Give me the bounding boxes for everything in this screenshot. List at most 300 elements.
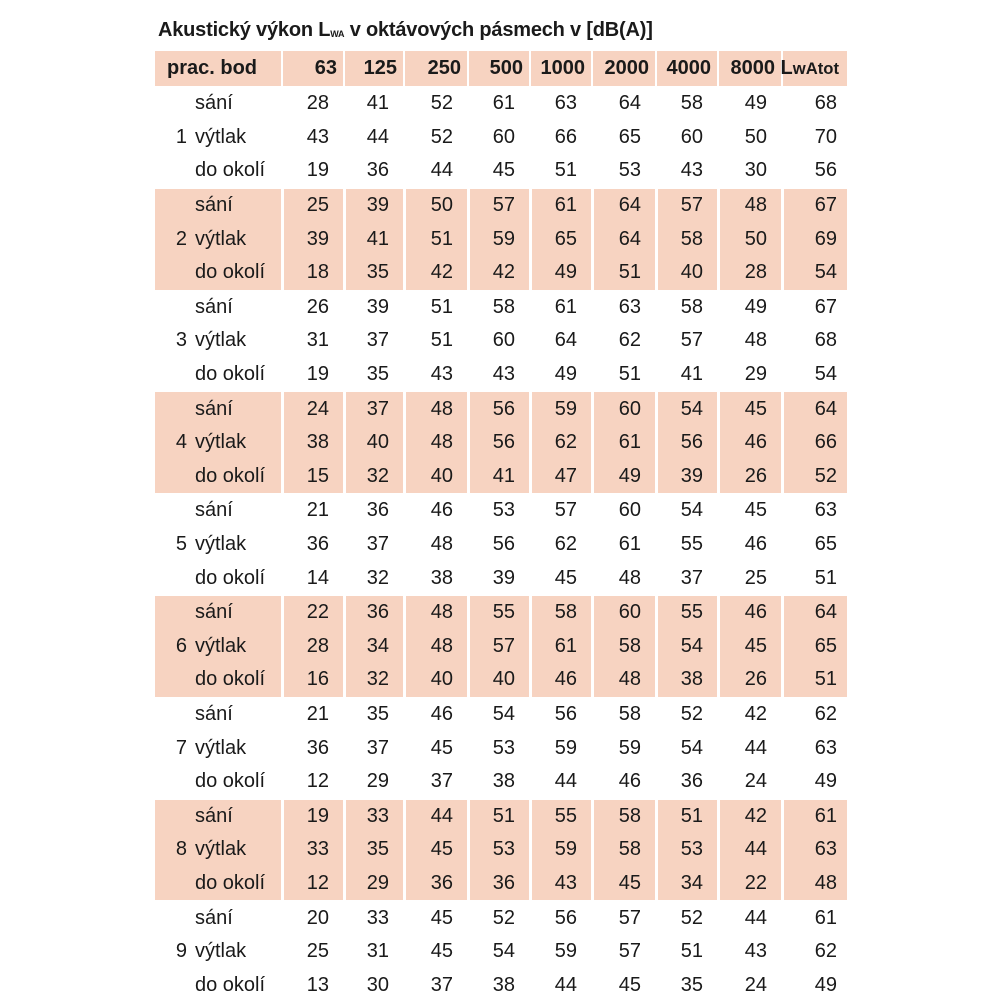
table-cell: 19 (306, 804, 329, 827)
operating-point-group-2 (155, 189, 847, 290)
table-cell: 63 (618, 295, 641, 318)
table-cell: 58 (618, 703, 641, 726)
table-cell: 67 (814, 194, 837, 217)
table-cell: 44 (744, 838, 767, 861)
header-band-8000: 8000 (719, 51, 781, 86)
operating-point-number: 3 (175, 329, 187, 352)
table-cell: 35 (366, 838, 389, 861)
operating-point-group-8 (155, 800, 847, 901)
table-cell: 63 (554, 92, 577, 115)
table-cell: 39 (492, 566, 515, 589)
table-cell: 39 (306, 227, 329, 250)
table-cell: 62 (554, 533, 577, 556)
operating-point-group-3 (155, 291, 847, 392)
table-cell: 54 (680, 397, 703, 420)
table-cell: 49 (554, 363, 577, 386)
table-cell: 60 (492, 125, 515, 148)
table-cell: 25 (744, 566, 767, 589)
table-cell: 37 (680, 566, 703, 589)
table-cell: 44 (554, 973, 577, 996)
table-cell: 46 (744, 533, 767, 556)
table-cell: 38 (680, 668, 703, 691)
table-cell: 58 (680, 295, 703, 318)
table-cell: 48 (744, 329, 767, 352)
table-cell: 61 (618, 431, 641, 454)
header-total-main: L (780, 57, 793, 79)
row-label: do okolí (195, 261, 266, 284)
table-cell: 60 (618, 499, 641, 522)
table-cell: 28 (744, 261, 767, 284)
table-cell: 36 (430, 872, 453, 895)
table-cell: 58 (492, 295, 515, 318)
table-cell: 21 (306, 499, 329, 522)
table-cell: 42 (744, 804, 767, 827)
header-band-1000: 1000 (531, 51, 591, 86)
table-cell: 64 (814, 397, 837, 420)
table-cell: 58 (680, 92, 703, 115)
table-cell: 65 (618, 125, 641, 148)
operating-point-number: 6 (175, 634, 187, 657)
table-cell: 28 (306, 92, 329, 115)
table-cell: 48 (430, 601, 453, 624)
table-cell: 24 (306, 397, 329, 420)
table-cell: 32 (366, 668, 389, 691)
table-cell: 50 (744, 227, 767, 250)
table-cell: 43 (306, 125, 329, 148)
operating-point-group-1 (155, 87, 847, 188)
table-cell: 59 (554, 397, 577, 420)
table-cell: 43 (492, 363, 515, 386)
header-band-250: 250 (405, 51, 467, 86)
table-cell: 21 (306, 703, 329, 726)
table-cell: 48 (618, 668, 641, 691)
table-cell: 68 (814, 329, 837, 352)
table-cell: 56 (814, 159, 837, 182)
table-cell: 36 (366, 601, 389, 624)
table-cell: 57 (492, 634, 515, 657)
operating-point-number: 7 (175, 736, 187, 759)
table-cell: 49 (554, 261, 577, 284)
table-cell: 56 (492, 431, 515, 454)
table-cell: 61 (554, 295, 577, 318)
table-cell: 36 (306, 533, 329, 556)
table-cell: 24 (744, 973, 767, 996)
row-label: výtlak (195, 227, 247, 250)
table-cell: 38 (306, 431, 329, 454)
table-cell: 46 (554, 668, 577, 691)
table-cell: 46 (744, 431, 767, 454)
table-cell: 65 (554, 227, 577, 250)
table-cell: 44 (554, 770, 577, 793)
table-cell: 57 (492, 194, 515, 217)
table-cell: 51 (680, 804, 703, 827)
header-band-2000: 2000 (593, 51, 655, 86)
row-label: výtlak (195, 634, 247, 657)
table-cell: 54 (492, 940, 515, 963)
table-cell: 44 (430, 804, 453, 827)
table-cell: 37 (366, 329, 389, 352)
row-label: sání (195, 499, 233, 522)
table-cell: 36 (306, 736, 329, 759)
table-cell: 70 (814, 125, 837, 148)
table-cell: 42 (430, 261, 453, 284)
table-cell: 64 (814, 601, 837, 624)
table-cell: 45 (492, 159, 515, 182)
table-cell: 64 (554, 329, 577, 352)
table-cell: 36 (366, 159, 389, 182)
table-cell: 57 (680, 194, 703, 217)
table-cell: 35 (366, 363, 389, 386)
table-cell: 57 (618, 906, 641, 929)
table-cell: 44 (366, 125, 389, 148)
table-cell: 45 (744, 499, 767, 522)
table-cell: 39 (366, 295, 389, 318)
table-cell: 28 (306, 634, 329, 657)
table-cell: 53 (492, 499, 515, 522)
table-cell: 49 (618, 464, 641, 487)
table-cell: 54 (492, 703, 515, 726)
table-cell: 43 (680, 159, 703, 182)
row-label: do okolí (195, 668, 266, 691)
table-cell: 64 (618, 92, 641, 115)
table-cell: 41 (680, 363, 703, 386)
row-label: výtlak (195, 736, 247, 759)
table-cell: 52 (814, 464, 837, 487)
operating-point-number: 9 (175, 940, 187, 963)
table-cell: 47 (554, 464, 577, 487)
table-cell: 48 (430, 431, 453, 454)
table-cell: 36 (366, 499, 389, 522)
table-cell: 40 (492, 668, 515, 691)
table-title: Akustický výkon $L_{WA}$ v oktávových pásmech v [dB(A)] (158, 19, 653, 41)
table-cell: 51 (430, 329, 453, 352)
header-total (780, 51, 847, 86)
table-cell: 26 (744, 668, 767, 691)
acoustic-power-table (155, 51, 847, 1002)
table-cell: 36 (492, 872, 515, 895)
table-cell: 51 (680, 940, 703, 963)
row-label: výtlak (195, 329, 247, 352)
table-cell: 56 (554, 703, 577, 726)
table-cell: 45 (618, 973, 641, 996)
table-cell: 32 (366, 566, 389, 589)
operating-point-group-7 (155, 698, 847, 799)
title-subscript: WA (330, 29, 345, 39)
table-cell: 19 (306, 363, 329, 386)
table-cell: 61 (814, 906, 837, 929)
header-band-125: 125 (345, 51, 403, 86)
table-cell: 58 (680, 227, 703, 250)
table-cell: 38 (430, 566, 453, 589)
table-cell: 38 (492, 770, 515, 793)
table-cell: 12 (306, 872, 329, 895)
table-cell: 41 (366, 227, 389, 250)
operating-point-number: 2 (175, 227, 187, 250)
row-label: do okolí (195, 159, 266, 182)
header-point: prac. bod (155, 51, 281, 86)
table-cell: 62 (554, 431, 577, 454)
table-cell: 54 (680, 736, 703, 759)
table-cell: 59 (554, 940, 577, 963)
table-cell: 46 (744, 601, 767, 624)
operating-point-group-4 (155, 392, 847, 493)
row-label: sání (195, 601, 233, 624)
table-cell: 43 (430, 363, 453, 386)
table-cell: 59 (554, 838, 577, 861)
table-cell: 54 (814, 261, 837, 284)
row-label: výtlak (195, 940, 247, 963)
table-cell: 52 (430, 92, 453, 115)
table-cell: 14 (306, 566, 329, 589)
table-cell: 49 (814, 973, 837, 996)
table-cell: 56 (680, 431, 703, 454)
table-cell: 52 (492, 906, 515, 929)
table-cell: 62 (814, 940, 837, 963)
table-cell: 60 (680, 125, 703, 148)
table-cell: 53 (492, 736, 515, 759)
table-cell: 52 (680, 703, 703, 726)
table-cell: 61 (814, 804, 837, 827)
table-cell: 29 (744, 363, 767, 386)
row-label: výtlak (195, 533, 247, 556)
table-cell: 44 (744, 736, 767, 759)
table-cell: 35 (366, 261, 389, 284)
table-cell: 48 (744, 194, 767, 217)
table-cell: 65 (814, 533, 837, 556)
table-cell: 50 (430, 194, 453, 217)
table-cell: 48 (814, 872, 837, 895)
table-cell: 33 (366, 804, 389, 827)
table-cell: 56 (554, 906, 577, 929)
table-cell: 42 (744, 703, 767, 726)
table-cell: 61 (618, 533, 641, 556)
table-cell: 69 (814, 227, 837, 250)
table-cell: 45 (430, 736, 453, 759)
table-cell: 48 (430, 533, 453, 556)
table-cell: 37 (430, 973, 453, 996)
table-cell: 64 (618, 227, 641, 250)
table-cell: 31 (306, 329, 329, 352)
table-cell: 20 (306, 906, 329, 929)
table-cell: 56 (492, 397, 515, 420)
table-cell: 30 (744, 159, 767, 182)
table-cell: 25 (306, 194, 329, 217)
row-label: sání (195, 397, 233, 420)
table-cell: 62 (814, 703, 837, 726)
row-label: sání (195, 804, 233, 827)
table-cell: 43 (554, 872, 577, 895)
table-cell: 63 (814, 499, 837, 522)
table-header-row (155, 51, 847, 86)
table-cell: 41 (366, 92, 389, 115)
table-cell: 53 (492, 838, 515, 861)
table-cell: 51 (554, 159, 577, 182)
table-cell: 42 (492, 261, 515, 284)
table-cell: 45 (618, 872, 641, 895)
table-cell: 13 (306, 973, 329, 996)
operating-point-number: 8 (175, 838, 187, 861)
row-label: sání (195, 295, 233, 318)
table-cell: 52 (430, 125, 453, 148)
row-label: do okolí (195, 464, 266, 487)
table-cell: 40 (430, 668, 453, 691)
row-label: sání (195, 906, 233, 929)
table-cell: 44 (430, 159, 453, 182)
table-cell: 50 (744, 125, 767, 148)
row-label: výtlak (195, 838, 247, 861)
table-cell: 55 (680, 533, 703, 556)
table-cell: 44 (744, 906, 767, 929)
table-cell: 24 (744, 770, 767, 793)
table-cell: 16 (306, 668, 329, 691)
table-cell: 39 (366, 194, 389, 217)
table-cell: 51 (430, 227, 453, 250)
table-cell: 65 (814, 634, 837, 657)
table-cell: 49 (744, 92, 767, 115)
table-cell: 40 (430, 464, 453, 487)
operating-point-number: 1 (175, 125, 187, 148)
table-cell: 26 (306, 295, 329, 318)
table-cell: 51 (814, 668, 837, 691)
table-cell: 38 (492, 973, 515, 996)
table-cell: 35 (366, 703, 389, 726)
table-cell: 39 (680, 464, 703, 487)
table-cell: 48 (618, 566, 641, 589)
table-cell: 53 (618, 159, 641, 182)
table-cell: 31 (366, 940, 389, 963)
header-band-4000: 4000 (657, 51, 717, 86)
table-cell: 61 (492, 92, 515, 115)
table-cell: 37 (430, 770, 453, 793)
table-cell: 63 (814, 736, 837, 759)
row-label: sání (195, 703, 233, 726)
operating-point-number: 4 (175, 431, 187, 454)
table-cell: 37 (366, 736, 389, 759)
table-cell: 61 (554, 634, 577, 657)
table-cell: 58 (618, 804, 641, 827)
operating-point-group-9 (155, 901, 847, 1002)
table-cell: 29 (366, 770, 389, 793)
table-cell: 61 (554, 194, 577, 217)
table-cell: 59 (492, 227, 515, 250)
table-cell: 45 (430, 940, 453, 963)
row-label: výtlak (195, 431, 247, 454)
table-cell: 34 (366, 634, 389, 657)
table-cell: 51 (430, 295, 453, 318)
row-label: do okolí (195, 566, 266, 589)
table-cell: 60 (618, 601, 641, 624)
table-cell: 46 (430, 499, 453, 522)
operating-point-group-6 (155, 596, 847, 697)
table-cell: 25 (306, 940, 329, 963)
table-cell: 33 (306, 838, 329, 861)
table-cell: 46 (618, 770, 641, 793)
table-cell: 55 (680, 601, 703, 624)
row-label: sání (195, 194, 233, 217)
table-cell: 51 (492, 804, 515, 827)
table-cell: 26 (744, 464, 767, 487)
table-cell: 37 (366, 533, 389, 556)
table-cell: 18 (306, 261, 329, 284)
table-cell: 63 (814, 838, 837, 861)
operating-point-group-5 (155, 494, 847, 595)
table-cell: 55 (492, 601, 515, 624)
table-cell: 22 (744, 872, 767, 895)
table-cell: 54 (680, 499, 703, 522)
table-cell: 48 (430, 634, 453, 657)
table-cell: 67 (814, 295, 837, 318)
table-cell: 64 (618, 194, 641, 217)
table-cell: 57 (618, 940, 641, 963)
table-cell: 68 (814, 92, 837, 115)
table-cell: 33 (366, 906, 389, 929)
table-cell: 40 (366, 431, 389, 454)
table-cell: 59 (618, 736, 641, 759)
row-label: do okolí (195, 363, 266, 386)
table-cell: 58 (618, 838, 641, 861)
table-cell: 66 (554, 125, 577, 148)
row-label: sání (195, 92, 233, 115)
header-total-sub: wAtot (792, 58, 839, 78)
table-cell: 40 (680, 261, 703, 284)
table-cell: 60 (618, 397, 641, 420)
table-cell: 45 (744, 634, 767, 657)
table-cell: 55 (554, 804, 577, 827)
table-cell: 58 (618, 634, 641, 657)
table-cell: 51 (618, 363, 641, 386)
operating-point-number: 5 (175, 533, 187, 556)
table-cell: 43 (744, 940, 767, 963)
table-cell: 60 (492, 329, 515, 352)
table-cell: 54 (680, 634, 703, 657)
table-cell: 56 (492, 533, 515, 556)
table-cell: 32 (366, 464, 389, 487)
table-cell: 66 (814, 431, 837, 454)
table-cell: 45 (430, 906, 453, 929)
table-cell: 57 (680, 329, 703, 352)
table-cell: 19 (306, 159, 329, 182)
table-cell: 49 (814, 770, 837, 793)
table-cell: 58 (554, 601, 577, 624)
table-cell: 15 (306, 464, 329, 487)
table-cell: 37 (366, 397, 389, 420)
table-cell: 45 (554, 566, 577, 589)
row-label: do okolí (195, 872, 266, 895)
row-label: do okolí (195, 770, 266, 793)
table-cell: 62 (618, 329, 641, 352)
table-cell: 51 (618, 261, 641, 284)
table-cell: 41 (492, 464, 515, 487)
table-cell: 48 (430, 397, 453, 420)
table-cell: 46 (430, 703, 453, 726)
row-label: výtlak (195, 125, 247, 148)
table-cell: 45 (744, 397, 767, 420)
table-body (155, 87, 847, 1002)
table-cell: 57 (554, 499, 577, 522)
table-cell: 36 (680, 770, 703, 793)
table-cell: 52 (680, 906, 703, 929)
table-cell: 34 (680, 872, 703, 895)
table-cell: 49 (744, 295, 767, 318)
table-cell: 54 (814, 363, 837, 386)
table-cell: 22 (306, 601, 329, 624)
table-cell: 30 (366, 973, 389, 996)
table-cell: 59 (554, 736, 577, 759)
table-cell: 45 (430, 838, 453, 861)
table-cell: 51 (814, 566, 837, 589)
header-band-63: 63 (283, 51, 343, 86)
table-cell: 53 (680, 838, 703, 861)
